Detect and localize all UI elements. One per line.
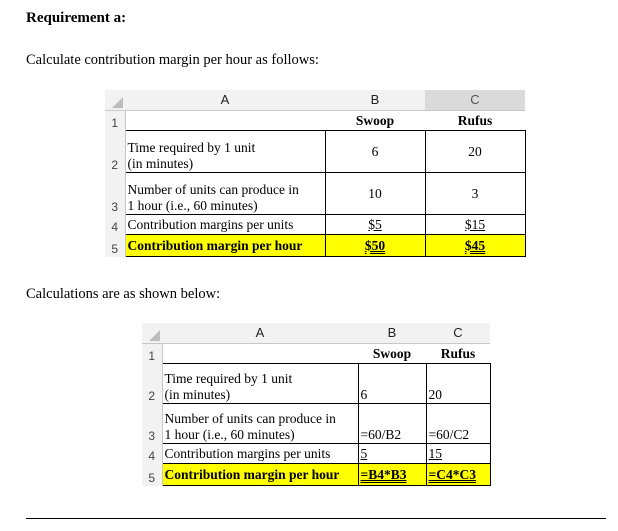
cell-c1[interactable]: Rufus xyxy=(457,112,493,128)
cell-c1[interactable]: Rufus xyxy=(440,345,476,361)
row-header-5[interactable]: 5 xyxy=(142,464,162,486)
cell-c2[interactable]: 20 xyxy=(426,364,490,404)
cell-c3[interactable]: 3 xyxy=(425,173,525,215)
cell-b4[interactable]: $5 xyxy=(368,216,382,232)
cell-b5[interactable]: $50 xyxy=(364,237,386,253)
cell-c4[interactable]: $15 xyxy=(464,216,486,232)
cell-a3[interactable]: Number of units can produce in 1 hour (i.e., 60 minutes) xyxy=(125,173,325,215)
cell-b5[interactable]: =B4*B3 xyxy=(360,466,407,482)
cell-b1[interactable]: Swoop xyxy=(355,112,395,128)
column-header-a[interactable]: A xyxy=(125,90,325,111)
row-header-3[interactable]: 3 xyxy=(142,404,162,444)
row-header-5[interactable]: 5 xyxy=(105,235,125,257)
cell-c2[interactable]: 20 xyxy=(425,131,525,173)
row-header-3[interactable]: 3 xyxy=(105,173,125,215)
cell-a1[interactable] xyxy=(125,111,325,131)
select-all-corner[interactable] xyxy=(105,90,125,111)
cell-a5[interactable]: Contribution margin per hour xyxy=(162,464,358,486)
column-header-b[interactable]: B xyxy=(358,323,426,344)
cell-a2[interactable]: Time required by 1 unit (in minutes) xyxy=(162,364,358,404)
cell-c5[interactable]: $45 xyxy=(464,237,486,253)
calc-text: Calculations are as shown below: xyxy=(26,286,221,302)
row-header-1[interactable]: 1 xyxy=(105,111,125,131)
spreadsheet-formulas xyxy=(142,323,491,486)
row-header-2[interactable]: 2 xyxy=(142,364,162,404)
intro-text: Calculate contribution margin per hour as follows: xyxy=(26,52,319,68)
cell-b3[interactable]: 10 xyxy=(325,173,425,215)
cell-b1[interactable]: Swoop xyxy=(372,345,412,361)
row-header-4[interactable]: 4 xyxy=(105,215,125,235)
select-all-corner[interactable] xyxy=(142,323,162,344)
cell-a4[interactable]: Contribution margins per units xyxy=(162,444,358,464)
row-header-2[interactable]: 2 xyxy=(105,131,125,173)
column-header-c[interactable]: C xyxy=(425,90,525,111)
column-header-b[interactable]: B xyxy=(325,90,425,111)
cell-a2[interactable]: Time required by 1 unit (in minutes) xyxy=(125,131,325,173)
column-header-a[interactable]: A xyxy=(162,323,358,344)
cell-b2[interactable]: 6 xyxy=(358,364,426,404)
bottom-divider xyxy=(26,518,606,519)
cell-c4[interactable]: 15 xyxy=(428,445,442,461)
cell-b2[interactable]: 6 xyxy=(325,131,425,173)
cell-b4[interactable]: 5 xyxy=(360,445,368,461)
cell-a4[interactable]: Contribution margins per units xyxy=(125,215,325,235)
spreadsheet-values xyxy=(105,90,526,257)
cell-b3[interactable]: =60/B2 xyxy=(358,404,426,444)
cell-a1[interactable] xyxy=(162,344,358,364)
row-header-1[interactable]: 1 xyxy=(142,344,162,364)
row-header-4[interactable]: 4 xyxy=(142,444,162,464)
cell-a5[interactable]: Contribution margin per hour xyxy=(125,235,325,257)
cell-c3[interactable]: =60/C2 xyxy=(426,404,490,444)
heading: Requirement a: xyxy=(26,10,127,26)
column-header-c[interactable]: C xyxy=(426,323,490,344)
cell-a3[interactable]: Number of units can produce in 1 hour (i.e., 60 minutes) xyxy=(162,404,358,444)
cell-c5[interactable]: =C4*C3 xyxy=(428,466,476,482)
